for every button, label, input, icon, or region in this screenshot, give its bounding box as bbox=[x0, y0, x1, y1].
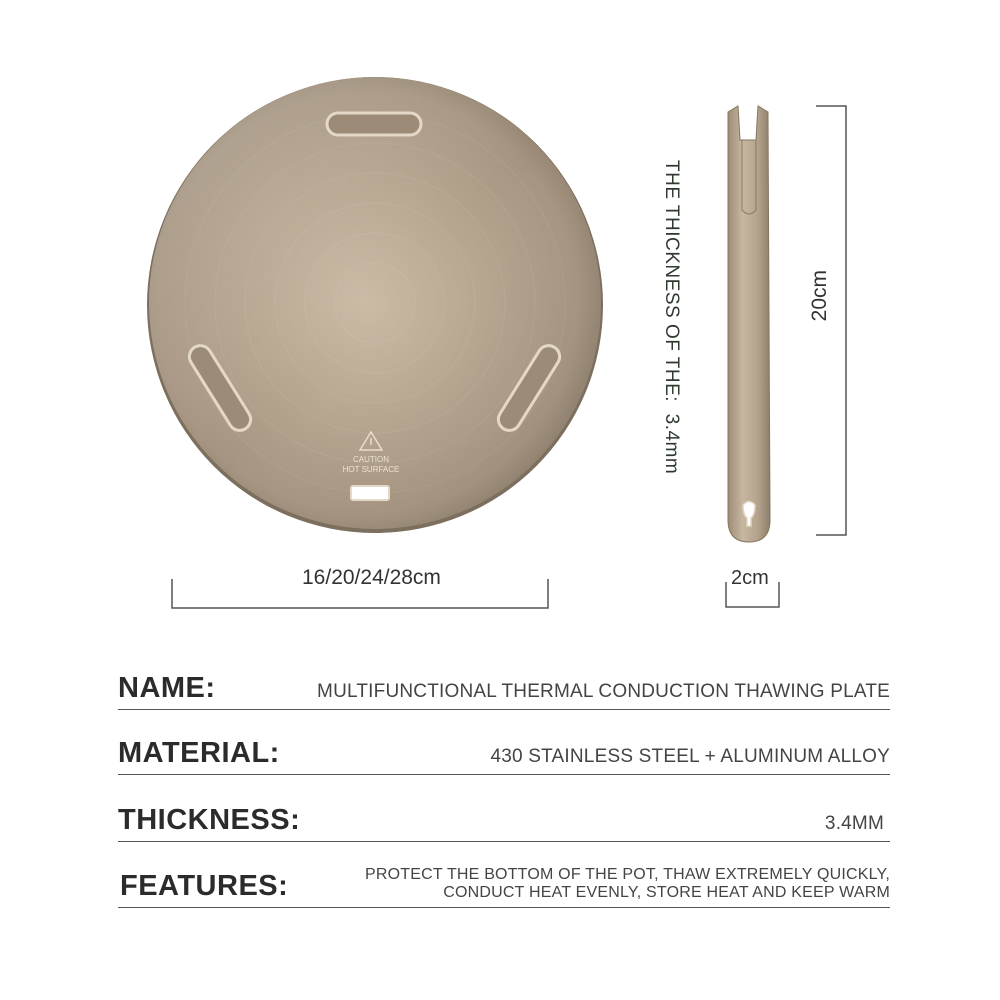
spec-row-thickness bbox=[118, 797, 890, 842]
thickness-annotation-prefix: THE THICKNESS OF THE: bbox=[661, 160, 682, 403]
spec-material-value: 430 STAINLESS STEEL + ALUMINUM ALLOY bbox=[490, 746, 890, 767]
caution-text-2: HOT SURFACE bbox=[342, 465, 400, 474]
spec-features-label: FEATURES: bbox=[120, 870, 289, 902]
spec-thickness-label: THICKNESS: bbox=[118, 804, 301, 836]
caution-text-1: CAUTION bbox=[353, 455, 389, 464]
tong-length-label: 20cm bbox=[808, 270, 831, 322]
spec-row-name bbox=[118, 665, 890, 710]
spec-features-value bbox=[365, 866, 890, 902]
spec-thickness-value: 3.4MM bbox=[824, 813, 884, 834]
thawing-plate-image bbox=[140, 70, 610, 540]
spec-features-line-1: PROTECT THE BOTTOM OF THE POT, THAW EXTREMELY QUICKLY, bbox=[365, 866, 890, 883]
diameter-label: 16/20/24/28cm bbox=[302, 566, 441, 589]
spec-material-label: MATERIAL: bbox=[118, 737, 280, 769]
tongs-image bbox=[720, 100, 780, 550]
spec-name-value: MULTIFUNCTIONAL THERMAL CONDUCTION THAWING PLATE bbox=[317, 681, 890, 702]
tong-width-label: 2cm bbox=[731, 567, 769, 589]
thickness-annotation-value: 3.4mm bbox=[661, 413, 682, 475]
spec-row-features bbox=[118, 863, 890, 908]
spec-row-material bbox=[118, 730, 890, 775]
spec-name-label: NAME: bbox=[118, 672, 216, 704]
thickness-annotation bbox=[660, 160, 682, 474]
spec-features-line-2: CONDUCT HEAT EVENLY, STORE HEAT AND KEEP WARM bbox=[443, 884, 890, 901]
